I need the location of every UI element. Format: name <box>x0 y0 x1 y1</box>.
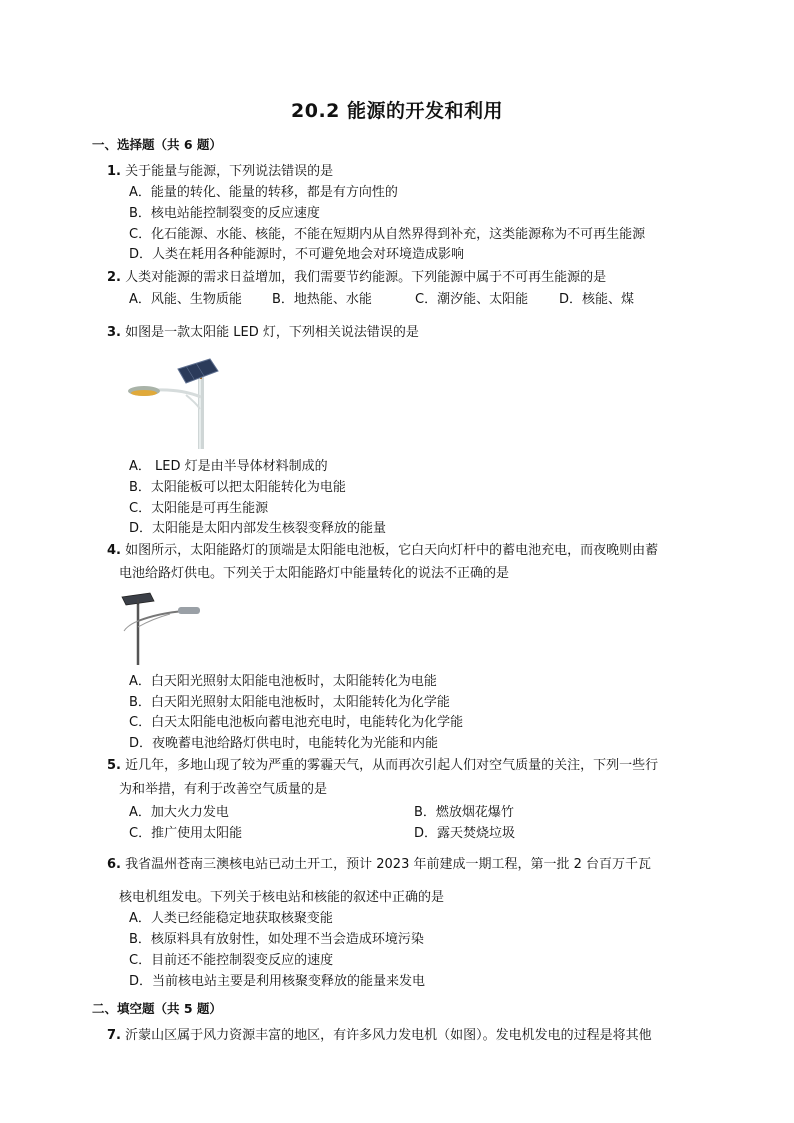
option-d: D．核能、煤 <box>559 292 635 307</box>
option-d: D．当前核电站主要是利用核聚变释放的能量来发电 <box>129 974 426 989</box>
question-6 <box>107 856 651 874</box>
option-c: C．化石能源、水能、核能，不能在短期内从自然界得到补充，这类能源称为不可再生能源 <box>129 227 646 242</box>
option-a: A．能量的转化、能量的转移，都是有方向性的 <box>129 185 398 200</box>
question-number: 6. <box>107 857 121 872</box>
option-d: D．人类在耗用各种能源时，不可避免地会对环境造成影响 <box>129 247 465 262</box>
option-a: A．风能、生物质能 <box>129 292 242 307</box>
option-d: D．太阳能是太阳内部发生核裂变释放的能量 <box>129 521 387 536</box>
option-b: B．核电站能控制裂变的反应速度 <box>129 206 320 221</box>
question-stem-continued: 电池给路灯供电。下列关于太阳能路灯中能量转化的说法不正确的是 <box>119 566 510 581</box>
question-number: 7. <box>107 1028 121 1043</box>
question-5 <box>107 757 658 775</box>
option-c: C．潮汐能、太阳能 <box>415 292 529 307</box>
option-c: C．推广使用太阳能 <box>129 826 243 841</box>
question-stem-continued: 核电机组发电。下列关于核电站和核能的叙述中正确的是 <box>119 890 445 905</box>
option-b: B．白天阳光照射太阳能电池板时，太阳能转化为化学能 <box>129 695 450 710</box>
question-stem: 关于能量与能源，下列说法错误的是 <box>125 164 334 179</box>
question-stem: 如图所示，太阳能路灯的顶端是太阳能电池板，它白天向灯杆中的蓄电池充电，而夜晚则由蓄 <box>125 543 659 558</box>
question-stem: 近几年，多地山现了较为严重的雾霾天气，从而再次引起人们对空气质量的关注，下列一些行 <box>125 758 659 773</box>
question-1 <box>107 163 333 181</box>
option-c: C．白天太阳能电池板向蓄电池充电时，电能转化为化学能 <box>129 715 464 730</box>
question-stem: 我省温州苍南三澳核电站已动土开工，预计 2023 年前建成一期工程，第一批 2 台百万千瓦 <box>125 857 652 872</box>
option-d: D．露天焚烧垃圾 <box>414 826 516 841</box>
question-number: 5. <box>107 758 121 773</box>
option-a: A． LED 灯是由半导体材料制成的 <box>129 459 328 474</box>
question-stem: 如图是一款太阳能 LED 灯，下列相关说法错误的是 <box>125 325 419 340</box>
option-b: B．燃放烟花爆竹 <box>414 805 514 820</box>
question-2 <box>107 269 606 287</box>
option-a: A．加大火力发电 <box>129 805 229 820</box>
solar-streetlight-icon <box>114 591 206 665</box>
question-stem-continued: 为和举措，有利于改善空气质量的是 <box>119 782 328 797</box>
question-3 <box>107 324 419 342</box>
question-stem: 沂蒙山区属于风力资源丰富的地区，有许多风力发电机（如图）。发电机发电的过程是将其他 <box>125 1028 652 1043</box>
question-number: 4. <box>107 543 121 558</box>
option-a: A．人类已经能稳定地获取核聚变能 <box>129 911 333 926</box>
section-heading-choice: 一、选择题（共 6 题） <box>92 137 222 152</box>
option-b: B．核原料具有放射性，如处理不当会造成环境污染 <box>129 932 424 947</box>
option-c: C．目前还不能控制裂变反应的速度 <box>129 953 334 968</box>
option-a: A．白天阳光照射太阳能电池板时，太阳能转化为电能 <box>129 674 437 689</box>
option-d: D．夜晚蓄电池给路灯供电时，电能转化为光能和内能 <box>129 736 439 751</box>
question-number: 3. <box>107 325 121 340</box>
page-title: 20.2 能源的开发和利用 <box>291 100 503 122</box>
section-heading-fill-in: 二、填空题（共 5 题） <box>92 1001 222 1016</box>
question-7 <box>107 1027 652 1045</box>
question-4 <box>107 542 658 560</box>
question-stem: 人类对能源的需求日益增加，我们需要节约能源。下列能源中属于不可再生能源的是 <box>125 270 607 285</box>
solar-led-streetlight-icon <box>126 357 222 449</box>
option-b: B．地热能、水能 <box>272 292 372 307</box>
option-c: C．太阳能是可再生能源 <box>129 501 269 516</box>
option-b: B．太阳能板可以把太阳能转化为电能 <box>129 480 346 495</box>
question-number: 2. <box>107 270 121 285</box>
question-number: 1. <box>107 164 121 179</box>
